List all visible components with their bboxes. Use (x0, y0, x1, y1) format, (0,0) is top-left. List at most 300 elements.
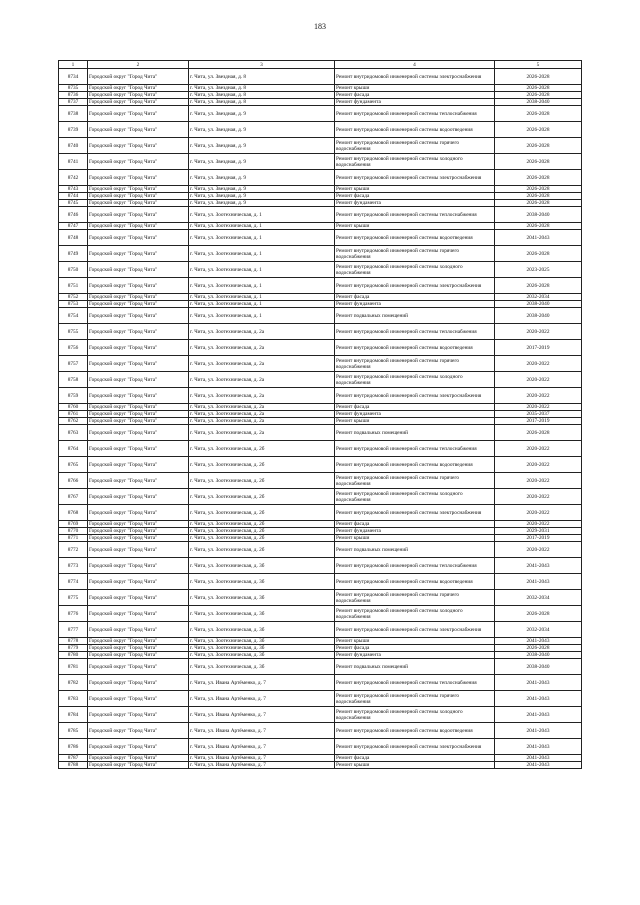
work-type-cell: Ремонт фундамента (335, 411, 495, 418)
work-type-cell: Ремонт внутридомовой инженерной системы холодного водоснабжения (335, 489, 495, 505)
table-row (59, 85, 582, 92)
table-row (59, 278, 582, 294)
row-number-cell: 8784 (59, 707, 88, 723)
table-row (59, 723, 582, 739)
municipality-cell: Городской округ "Город Чита" (88, 411, 189, 418)
work-type-cell: Ремонт фасада (335, 92, 495, 99)
table-row (59, 645, 582, 652)
row-number-cell: 8765 (59, 457, 88, 473)
table-row (59, 106, 582, 122)
municipality-cell: Городской округ "Город Чита" (88, 356, 189, 372)
period-cell: 2038-2040 (495, 659, 582, 675)
address-cell: г. Чита, ул. Звездная, д. 9 (189, 106, 335, 122)
municipality-cell: Городской округ "Город Чита" (88, 230, 189, 246)
period-cell: 2038-2040 (495, 207, 582, 223)
municipality-cell: Городской округ "Город Чита" (88, 505, 189, 521)
municipality-cell: Городской округ "Город Чита" (88, 535, 189, 542)
period-cell: 2020-2022 (495, 473, 582, 489)
municipality-cell: Городской округ "Город Чита" (88, 574, 189, 590)
row-number-cell: 8746 (59, 207, 88, 223)
period-cell: 2020-2022 (495, 489, 582, 505)
page-number: 183 (314, 22, 326, 31)
table-row (59, 404, 582, 411)
address-cell: г. Чита, ул. Ивана Артёменко, д. 7 (189, 739, 335, 755)
address-cell: г. Чита, ул. Звездная, д. 9 (189, 122, 335, 138)
table-row (59, 193, 582, 200)
period-cell: 2026-2028 (495, 645, 582, 652)
period-cell: 2041-2043 (495, 691, 582, 707)
municipality-cell: Городской округ "Город Чита" (88, 262, 189, 278)
table-row (59, 301, 582, 308)
work-type-cell: Ремонт крыши (335, 85, 495, 92)
address-cell: г. Чита, ул. Зоотехническая, д. 2б (189, 489, 335, 505)
work-type-cell: Ремонт внутридомовой инженерной системы водоотведения (335, 230, 495, 246)
period-cell: 2041-2043 (495, 707, 582, 723)
row-number-cell: 8743 (59, 186, 88, 193)
period-cell: 2017-2019 (495, 535, 582, 542)
municipality-cell: Городской округ "Город Чита" (88, 154, 189, 170)
row-number-cell: 8769 (59, 521, 88, 528)
work-type-cell: Ремонт внутридомовой инженерной системы электроснабжения (335, 69, 495, 85)
municipality-cell: Городской округ "Город Чита" (88, 170, 189, 186)
row-number-cell: 8782 (59, 675, 88, 691)
period-cell: 2032-2034 (495, 590, 582, 606)
work-type-cell: Ремонт внутридомовой инженерной системы горячего водоснабжения (335, 356, 495, 372)
table-row (59, 489, 582, 505)
row-number-cell: 8780 (59, 652, 88, 659)
period-cell: 2041-2043 (495, 762, 582, 769)
row-number-cell: 8742 (59, 170, 88, 186)
work-type-cell: Ремонт крыши (335, 762, 495, 769)
address-cell: г. Чита, ул. Зоотехническая, д. 2б (189, 441, 335, 457)
municipality-cell: Городской округ "Город Чита" (88, 388, 189, 404)
work-type-cell: Ремонт внутридомовой инженерной системы горячего водоснабжения (335, 138, 495, 154)
address-cell: г. Чита, ул. Зоотехническая, д. 1 (189, 262, 335, 278)
work-type-cell: Ремонт внутридомовой инженерной системы теплоснабжения (335, 106, 495, 122)
work-type-cell: Ремонт крыши (335, 223, 495, 230)
work-type-cell: Ремонт крыши (335, 535, 495, 542)
municipality-cell: Городской округ "Город Чита" (88, 340, 189, 356)
period-cell: 2020-2022 (495, 324, 582, 340)
period-cell: 2020-2022 (495, 441, 582, 457)
address-cell: г. Чита, ул. Зоотехническая, д. 2а (189, 356, 335, 372)
row-number-cell: 8750 (59, 262, 88, 278)
table-body (59, 69, 582, 769)
period-cell: 2041-2043 (495, 638, 582, 645)
work-type-cell: Ремонт подвальных помещений (335, 659, 495, 675)
table-row (59, 154, 582, 170)
period-cell: 2020-2022 (495, 356, 582, 372)
row-number-cell: 8771 (59, 535, 88, 542)
row-number-cell: 8783 (59, 691, 88, 707)
column-header: 4 (335, 61, 495, 69)
work-type-cell: Ремонт внутридомовой инженерной системы электроснабжения (335, 739, 495, 755)
municipality-cell: Городской округ "Город Чита" (88, 542, 189, 558)
table-row (59, 755, 582, 762)
row-number-cell: 8770 (59, 528, 88, 535)
table-row (59, 308, 582, 324)
row-number-cell: 8741 (59, 154, 88, 170)
table-row (59, 69, 582, 85)
address-cell: г. Чита, ул. Зоотехническая, д. 1 (189, 207, 335, 223)
work-type-cell: Ремонт фундамента (335, 200, 495, 207)
work-type-cell: Ремонт подвальных помещений (335, 425, 495, 441)
address-cell: г. Чита, ул. Звездная, д. 9 (189, 170, 335, 186)
period-cell: 2020-2022 (495, 505, 582, 521)
row-number-cell: 8781 (59, 659, 88, 675)
column-header: 5 (495, 61, 582, 69)
address-cell: г. Чита, ул. Звездная, д. 9 (189, 200, 335, 207)
work-type-cell: Ремонт внутридомовой инженерной системы водоотведения (335, 723, 495, 739)
work-type-cell: Ремонт внутридомовой инженерной системы холодного водоснабжения (335, 262, 495, 278)
table-row (59, 521, 582, 528)
municipality-cell: Городской округ "Город Чита" (88, 606, 189, 622)
table-row (59, 425, 582, 441)
table-row (59, 535, 582, 542)
table-row (59, 324, 582, 340)
municipality-cell: Городской округ "Город Чита" (88, 723, 189, 739)
period-cell: 2026-2028 (495, 246, 582, 262)
address-cell: г. Чита, ул. Зоотехническая, д. 3б (189, 659, 335, 675)
period-cell: 2035-2037 (495, 411, 582, 418)
row-number-cell: 8767 (59, 489, 88, 505)
column-header: 1 (59, 61, 88, 69)
municipality-cell: Городской округ "Город Чита" (88, 652, 189, 659)
municipality-cell: Городской округ "Город Чита" (88, 186, 189, 193)
work-type-cell: Ремонт внутридомовой инженерной системы водоотведения (335, 574, 495, 590)
work-type-cell: Ремонт внутридомовой инженерной системы электроснабжения (335, 170, 495, 186)
municipality-cell: Городской округ "Город Чита" (88, 590, 189, 606)
period-cell: 2038-2040 (495, 308, 582, 324)
municipality-cell: Городской округ "Город Чита" (88, 755, 189, 762)
row-number-cell: 8775 (59, 590, 88, 606)
address-cell: г. Чита, ул. Зоотехническая, д. 1 (189, 294, 335, 301)
work-type-cell: Ремонт внутридомовой инженерной системы электроснабжения (335, 388, 495, 404)
table-row (59, 638, 582, 645)
row-number-cell: 8788 (59, 762, 88, 769)
address-cell: г. Чита, ул. Зоотехническая, д. 2а (189, 404, 335, 411)
row-number-cell: 8747 (59, 223, 88, 230)
work-type-cell: Ремонт внутридомовой инженерной системы холодного водоснабжения (335, 606, 495, 622)
period-cell: 2026-2028 (495, 122, 582, 138)
table-row (59, 418, 582, 425)
municipality-cell: Городской округ "Город Чита" (88, 223, 189, 230)
table-row (59, 294, 582, 301)
table-row (59, 675, 582, 691)
table-row (59, 223, 582, 230)
period-cell: 2026-2028 (495, 138, 582, 154)
period-cell: 2020-2022 (495, 388, 582, 404)
address-cell: г. Чита, ул. Зоотехническая, д. 2а (189, 388, 335, 404)
row-number-cell: 8764 (59, 441, 88, 457)
period-cell: 2026-2028 (495, 186, 582, 193)
table-row (59, 122, 582, 138)
municipality-cell: Городской округ "Город Чита" (88, 638, 189, 645)
table-row (59, 558, 582, 574)
table-row (59, 528, 582, 535)
municipality-cell: Городской округ "Город Чита" (88, 707, 189, 723)
address-cell: г. Чита, ул. Зоотехническая, д. 3б (189, 638, 335, 645)
work-type-cell: Ремонт внутридомовой инженерной системы холодного водоснабжения (335, 707, 495, 723)
table-row (59, 200, 582, 207)
municipality-cell: Городской округ "Город Чита" (88, 85, 189, 92)
row-number-cell: 8773 (59, 558, 88, 574)
address-cell: г. Чита, ул. Ивана Артёменко, д. 7 (189, 707, 335, 723)
row-number-cell: 8787 (59, 755, 88, 762)
row-number-cell: 8745 (59, 200, 88, 207)
address-cell: г. Чита, ул. Зоотехническая, д. 3б (189, 645, 335, 652)
address-cell: г. Чита, ул. Зоотехническая, д. 3б (189, 652, 335, 659)
table-row (59, 340, 582, 356)
row-number-cell: 8755 (59, 324, 88, 340)
table-row (59, 262, 582, 278)
address-cell: г. Чита, ул. Зоотехническая, д. 2а (189, 340, 335, 356)
row-number-cell: 8757 (59, 356, 88, 372)
work-type-cell: Ремонт фасада (335, 645, 495, 652)
municipality-cell: Городской округ "Город Чита" (88, 675, 189, 691)
municipality-cell: Городской округ "Город Чита" (88, 69, 189, 85)
work-type-cell: Ремонт подвальных помещений (335, 308, 495, 324)
row-number-cell: 8761 (59, 411, 88, 418)
table-row (59, 590, 582, 606)
table-row (59, 707, 582, 723)
table-row (59, 691, 582, 707)
work-type-cell: Ремонт фундамента (335, 528, 495, 535)
municipality-cell: Городской округ "Город Чита" (88, 489, 189, 505)
column-header: 2 (88, 61, 189, 69)
table-row (59, 138, 582, 154)
address-cell: г. Чита, ул. Зоотехническая, д. 1 (189, 230, 335, 246)
municipality-cell: Городской округ "Город Чита" (88, 691, 189, 707)
period-cell: 2041-2043 (495, 723, 582, 739)
work-type-cell: Ремонт внутридомовой инженерной системы водоотведения (335, 122, 495, 138)
period-cell: 2026-2028 (495, 425, 582, 441)
table-row (59, 186, 582, 193)
period-cell: 2038-2040 (495, 652, 582, 659)
address-cell: г. Чита, ул. Зоотехническая, д. 2а (189, 425, 335, 441)
work-type-cell: Ремонт внутридомовой инженерной системы горячего водоснабжения (335, 246, 495, 262)
work-type-cell: Ремонт внутридомовой инженерной системы теплоснабжения (335, 324, 495, 340)
row-number-cell: 8756 (59, 340, 88, 356)
address-cell: г. Чита, ул. Зоотехническая, д. 1 (189, 278, 335, 294)
work-type-cell: Ремонт внутридомовой инженерной системы электроснабжения (335, 505, 495, 521)
address-cell: г. Чита, ул. Звездная, д. 9 (189, 186, 335, 193)
work-type-cell: Ремонт внутридомовой инженерной системы электроснабжения (335, 622, 495, 638)
work-type-cell: Ремонт крыши (335, 418, 495, 425)
table-row (59, 411, 582, 418)
work-type-cell: Ремонт фасада (335, 193, 495, 200)
row-number-cell: 8751 (59, 278, 88, 294)
municipality-cell: Городской округ "Город Чита" (88, 645, 189, 652)
work-type-cell: Ремонт внутридомовой инженерной системы теплоснабжения (335, 207, 495, 223)
period-cell: 2041-2043 (495, 574, 582, 590)
address-cell: г. Чита, ул. Зоотехническая, д. 1 (189, 301, 335, 308)
municipality-cell: Городской округ "Город Чита" (88, 528, 189, 535)
work-type-cell: Ремонт фундамента (335, 301, 495, 308)
period-cell: 2026-2028 (495, 278, 582, 294)
work-type-cell: Ремонт фундамента (335, 99, 495, 106)
municipality-cell: Городской округ "Город Чита" (88, 106, 189, 122)
municipality-cell: Городской округ "Город Чита" (88, 138, 189, 154)
address-cell: г. Чита, ул. Зоотехническая, д. 2б (189, 473, 335, 489)
address-cell: г. Чита, ул. Зоотехническая, д. 2а (189, 411, 335, 418)
address-cell: г. Чита, ул. Зоотехническая, д. 1 (189, 246, 335, 262)
municipality-cell: Городской округ "Город Чита" (88, 200, 189, 207)
period-cell: 2026-2028 (495, 154, 582, 170)
period-cell: 2026-2028 (495, 606, 582, 622)
address-cell: г. Чита, ул. Звездная, д. 9 (189, 138, 335, 154)
work-type-cell: Ремонт фасада (335, 294, 495, 301)
table-row (59, 542, 582, 558)
column-header: 3 (189, 61, 335, 69)
row-number-cell: 8752 (59, 294, 88, 301)
table-row (59, 473, 582, 489)
row-number-cell: 8758 (59, 372, 88, 388)
table-header-row (59, 61, 582, 69)
row-number-cell: 8763 (59, 425, 88, 441)
address-cell: г. Чита, ул. Зоотехническая, д. 2б (189, 535, 335, 542)
address-cell: г. Чита, ул. Звездная, д. 8 (189, 99, 335, 106)
address-cell: г. Чита, ул. Зоотехническая, д. 2б (189, 521, 335, 528)
period-cell: 2020-2022 (495, 372, 582, 388)
municipality-cell: Городской округ "Город Чита" (88, 762, 189, 769)
address-cell: г. Чита, ул. Зоотехническая, д. 2а (189, 372, 335, 388)
address-cell: г. Чита, ул. Звездная, д. 9 (189, 154, 335, 170)
period-cell: 2041-2043 (495, 558, 582, 574)
address-cell: г. Чита, ул. Звездная, д. 8 (189, 85, 335, 92)
row-number-cell: 8779 (59, 645, 88, 652)
table-row (59, 170, 582, 186)
row-number-cell: 8736 (59, 92, 88, 99)
municipality-cell: Городской округ "Город Чита" (88, 193, 189, 200)
period-cell: 2026-2028 (495, 223, 582, 230)
period-cell: 2026-2028 (495, 106, 582, 122)
municipality-cell: Городской округ "Город Чита" (88, 739, 189, 755)
municipality-cell: Городской округ "Город Чита" (88, 207, 189, 223)
municipality-cell: Городской округ "Город Чита" (88, 122, 189, 138)
period-cell: 2041-2043 (495, 739, 582, 755)
period-cell: 2032-2034 (495, 294, 582, 301)
row-number-cell: 8777 (59, 622, 88, 638)
row-number-cell: 8776 (59, 606, 88, 622)
period-cell: 2020-2022 (495, 404, 582, 411)
municipality-cell: Городской округ "Город Чита" (88, 404, 189, 411)
table-row (59, 441, 582, 457)
work-type-cell: Ремонт крыши (335, 186, 495, 193)
municipality-cell: Городской округ "Город Чита" (88, 457, 189, 473)
row-number-cell: 8748 (59, 230, 88, 246)
period-cell: 2017-2019 (495, 418, 582, 425)
municipality-cell: Городской округ "Город Чита" (88, 659, 189, 675)
period-cell: 2020-2022 (495, 542, 582, 558)
table-row (59, 457, 582, 473)
work-type-cell: Ремонт внутридомовой инженерной системы теплоснабжения (335, 441, 495, 457)
municipality-cell: Городской округ "Город Чита" (88, 301, 189, 308)
address-cell: г. Чита, ул. Ивана Артёменко, д. 7 (189, 762, 335, 769)
address-cell: г. Чита, ул. Зоотехническая, д. 2б (189, 457, 335, 473)
row-number-cell: 8774 (59, 574, 88, 590)
municipality-cell: Городской округ "Город Чита" (88, 622, 189, 638)
work-type-cell: Ремонт фасада (335, 755, 495, 762)
municipality-cell: Городской округ "Город Чита" (88, 425, 189, 441)
work-type-cell: Ремонт внутридомовой инженерной системы теплоснабжения (335, 675, 495, 691)
row-number-cell: 8744 (59, 193, 88, 200)
period-cell: 2020-2022 (495, 457, 582, 473)
table-row (59, 356, 582, 372)
period-cell: 2038-2040 (495, 99, 582, 106)
row-number-cell: 8786 (59, 739, 88, 755)
municipality-cell: Городской округ "Город Чита" (88, 246, 189, 262)
municipality-cell: Городской округ "Город Чита" (88, 418, 189, 425)
address-cell: г. Чита, ул. Зоотехническая, д. 3б (189, 574, 335, 590)
table-row (59, 622, 582, 638)
address-cell: г. Чита, ул. Зоотехническая, д. 2б (189, 528, 335, 535)
work-type-cell: Ремонт внутридомовой инженерной системы водоотведения (335, 340, 495, 356)
period-cell: 2026-2028 (495, 92, 582, 99)
period-cell: 2026-2028 (495, 193, 582, 200)
work-type-cell: Ремонт внутридомовой инженерной системы холодного водоснабжения (335, 154, 495, 170)
period-cell: 2032-2034 (495, 622, 582, 638)
municipality-cell: Городской округ "Город Чита" (88, 521, 189, 528)
period-cell: 2017-2019 (495, 340, 582, 356)
address-cell: г. Чита, ул. Зоотехническая, д. 2а (189, 324, 335, 340)
period-cell: 2029-2031 (495, 528, 582, 535)
work-type-cell: Ремонт внутридомовой инженерной системы водоотведения (335, 457, 495, 473)
address-cell: г. Чита, ул. Зоотехническая, д. 2б (189, 505, 335, 521)
period-cell: 2026-2028 (495, 170, 582, 186)
period-cell: 2041-2043 (495, 675, 582, 691)
period-cell: 2023-2025 (495, 262, 582, 278)
municipality-cell: Городской округ "Город Чита" (88, 92, 189, 99)
row-number-cell: 8739 (59, 122, 88, 138)
municipality-cell: Городской округ "Город Чита" (88, 99, 189, 106)
municipality-cell: Городской округ "Город Чита" (88, 308, 189, 324)
row-number-cell: 8760 (59, 404, 88, 411)
work-type-cell: Ремонт внутридомовой инженерной системы горячего водоснабжения (335, 590, 495, 606)
address-cell: г. Чита, ул. Ивана Артёменко, д. 7 (189, 723, 335, 739)
row-number-cell: 8749 (59, 246, 88, 262)
row-number-cell: 8759 (59, 388, 88, 404)
address-cell: г. Чита, ул. Звездная, д. 8 (189, 92, 335, 99)
period-cell: 2020-2022 (495, 521, 582, 528)
address-cell: г. Чита, ул. Зоотехническая, д. 3б (189, 606, 335, 622)
table-row (59, 246, 582, 262)
municipality-cell: Городской округ "Город Чита" (88, 278, 189, 294)
table-row (59, 388, 582, 404)
row-number-cell: 8754 (59, 308, 88, 324)
work-type-cell: Ремонт фасада (335, 404, 495, 411)
row-number-cell: 8738 (59, 106, 88, 122)
table-row (59, 92, 582, 99)
table-row (59, 505, 582, 521)
table-row (59, 652, 582, 659)
table-row (59, 606, 582, 622)
period-cell: 2041-2043 (495, 755, 582, 762)
row-number-cell: 8778 (59, 638, 88, 645)
period-cell: 2041-2043 (495, 230, 582, 246)
row-number-cell: 8762 (59, 418, 88, 425)
work-type-cell: Ремонт крыши (335, 638, 495, 645)
work-type-cell: Ремонт внутридомовой инженерной системы электроснабжения (335, 278, 495, 294)
municipality-cell: Городской округ "Город Чита" (88, 473, 189, 489)
address-cell: г. Чита, ул. Звездная, д. 9 (189, 193, 335, 200)
table-row (59, 659, 582, 675)
repair-schedule-table (58, 60, 582, 769)
work-type-cell: Ремонт внутридомовой инженерной системы горячего водоснабжения (335, 691, 495, 707)
row-number-cell: 8768 (59, 505, 88, 521)
row-number-cell: 8772 (59, 542, 88, 558)
row-number-cell: 8753 (59, 301, 88, 308)
